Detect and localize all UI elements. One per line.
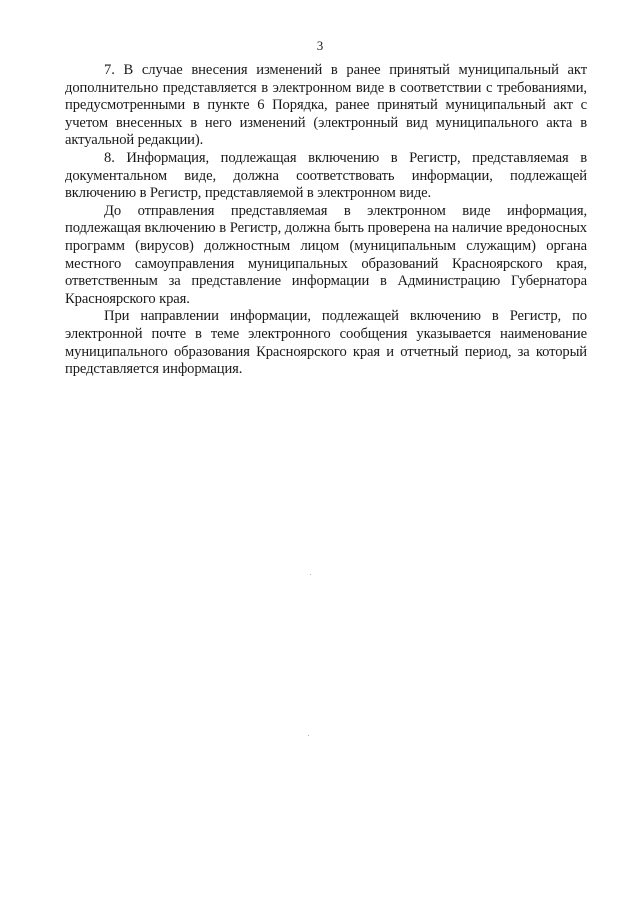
document-body (65, 62, 587, 379)
scan-speck (308, 735, 309, 736)
page-number: 3 (316, 38, 324, 53)
paragraph-item-8: 8. Информация, подлежащая включению в Регистр, представляемая в документальном виде, должна соответствовать информации, подлежащей включению в Регистр, представляемой в электронном виде. (65, 149, 587, 202)
paragraph-item-7: 7. В случае внесения изменений в ранее принятый муниципальный акт дополнительно представляется в электронном виде в соответствии с требованиями, предусмотренными в пункте 6 Порядка, ранее принятый муниципальный акт с учетом внесенных в него изменений (электронный вид муниципального акта в актуальной редакции). (65, 62, 587, 149)
paragraph-virus-check: До отправления представляемая в электронном виде информация, подлежащая включению в Регистр, должна быть проверена на наличие вредоносных программ (вирусов) должностным лицом (муниципальным служащим) органа местного самоуправления муниципальных образований Красноярского края, ответственным за представление информации в Администрацию Губернатора Красноярского края. (65, 202, 587, 307)
scan-speck (310, 574, 311, 575)
paragraph-email-sending: При направлении информации, подлежащей включению в Регистр, по электронной почте в теме электронного сообщения указывается наименование муниципального образования Красноярского края и отчетный период, за который представляется информация. (65, 308, 587, 378)
